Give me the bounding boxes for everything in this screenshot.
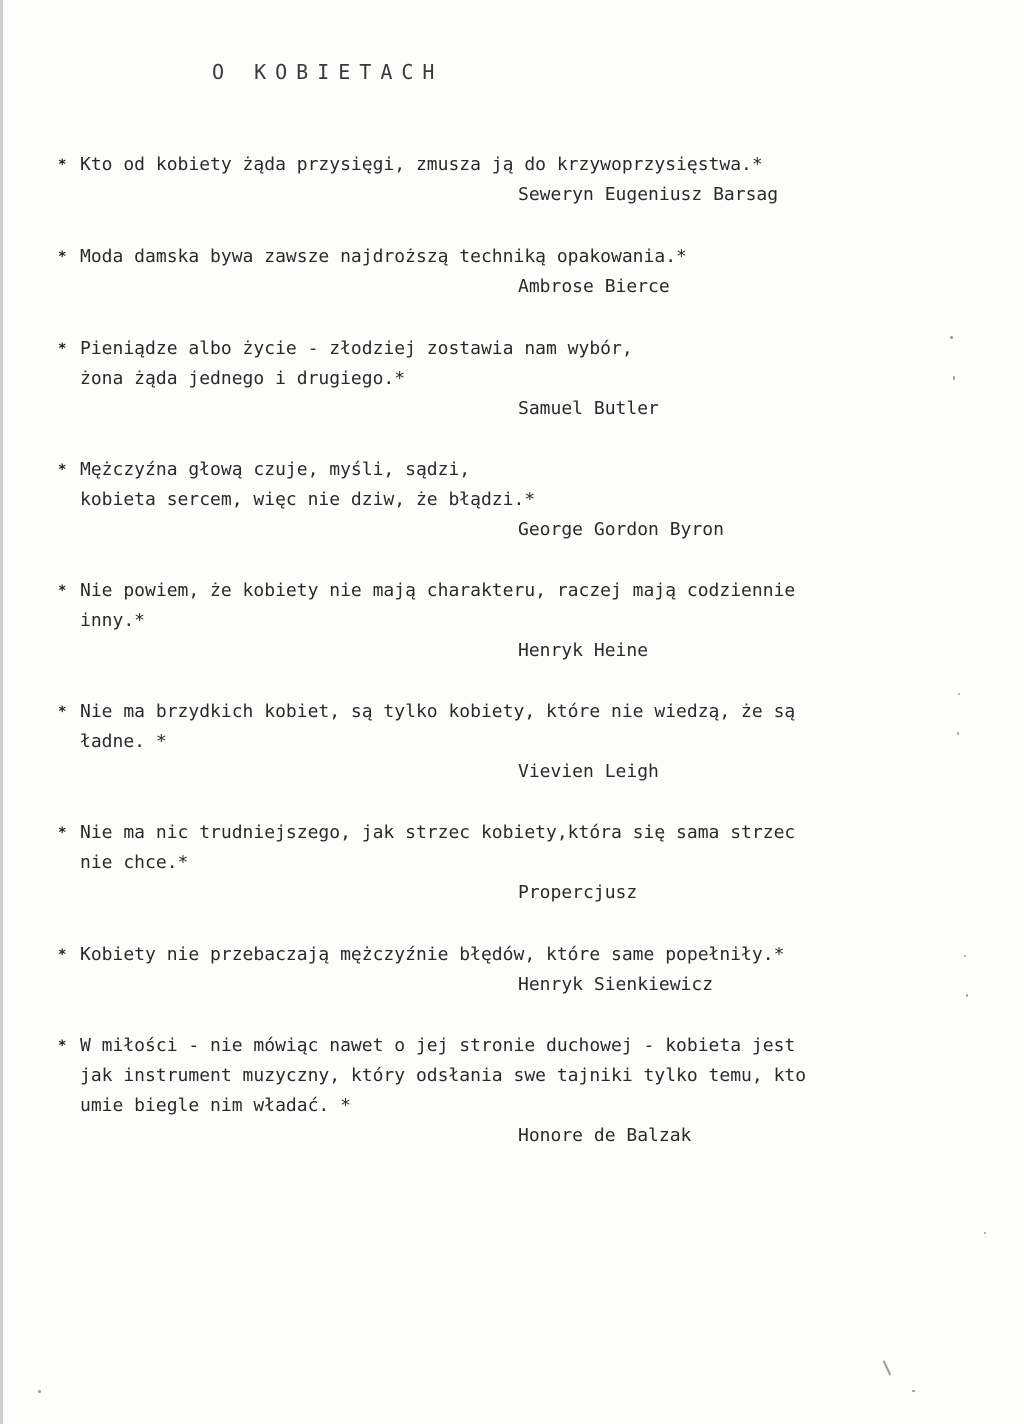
scan-speck xyxy=(966,994,968,997)
page-title: O KOBIETACH xyxy=(212,60,444,84)
quote-item xyxy=(58,334,958,419)
quote-text: Pieniądze albo życie - złodziej zostawia nam wybór, xyxy=(80,338,633,359)
quote-text: Nie powiem, że kobiety nie mają charakteru, raczej mają codziennie xyxy=(80,580,796,601)
quote-author: Samuel Butler xyxy=(518,398,659,419)
quote-text: kobieta sercem, więc nie dziw, że błądzi.* xyxy=(80,489,536,510)
scan-speck xyxy=(883,1360,892,1375)
quote-text: inny.* xyxy=(80,610,146,631)
quote-item xyxy=(58,818,958,903)
quote-author: George Gordon Byron xyxy=(518,519,724,540)
bullet-marker: * xyxy=(58,825,67,841)
scan-speck xyxy=(912,1390,915,1392)
quote-text: Kobiety nie przebaczają mężczyźnie błędów, które same popełniły.* xyxy=(80,944,785,965)
quote-author: Seweryn Eugeniusz Barsag xyxy=(518,184,779,205)
quote-text: Nie ma brzydkich kobiet, są tylko kobiety, które nie wiedzą, że są xyxy=(80,701,796,722)
bullet-marker: * xyxy=(58,947,67,963)
quote-text: W miłości - nie mówiąc nawet o jej stronie duchowej - kobieta jest xyxy=(80,1035,796,1056)
scan-speck xyxy=(984,1232,986,1234)
quote-item xyxy=(58,455,958,540)
quote-author: Ambrose Bierce xyxy=(518,276,670,297)
bullet-marker: * xyxy=(58,704,67,720)
quote-text: żona żąda jednego i drugiego.* xyxy=(80,368,406,389)
quote-item xyxy=(58,242,958,297)
scan-speck xyxy=(38,1390,41,1393)
quote-text: Nie ma nic trudniejszego, jak strzec kobiety,która się sama strzec xyxy=(80,822,796,843)
scan-speck xyxy=(953,376,955,380)
quote-author: Propercjusz xyxy=(518,882,638,903)
quote-text: nie chce.* xyxy=(80,852,189,873)
quote-text: ładne. * xyxy=(80,731,167,752)
quote-item xyxy=(58,697,958,782)
quote-author: Honore de Balzak xyxy=(518,1125,692,1146)
quote-item xyxy=(58,576,958,661)
bullet-marker: * xyxy=(58,462,67,478)
quote-item xyxy=(58,150,958,205)
quote-author: Henryk Heine xyxy=(518,640,649,661)
scan-speck xyxy=(958,693,960,695)
quote-text: Moda damska bywa zawsze najdroższą techniką opakowania.* xyxy=(80,246,687,267)
bullet-marker: * xyxy=(58,1038,67,1054)
quote-author: Henryk Sienkiewicz xyxy=(518,974,714,995)
scan-speck xyxy=(957,732,959,735)
scan-speck xyxy=(964,955,966,957)
quote-text: Kto od kobiety żąda przysięgi, zmusza ją do krzywoprzysięstwa.* xyxy=(80,154,763,175)
quote-text: jak instrument muzyczny, który odsłania swe tajniki tylko temu, kto xyxy=(80,1065,807,1086)
quote-text: Mężczyźna głową czuje, myśli, sądzi, xyxy=(80,459,471,480)
quote-item xyxy=(58,940,958,995)
bullet-marker: * xyxy=(58,157,67,173)
quote-author: Vievien Leigh xyxy=(518,761,659,782)
quote-item xyxy=(58,1031,958,1146)
quote-text: umie biegle nim władać. * xyxy=(80,1095,351,1116)
bullet-marker: * xyxy=(58,249,67,265)
scan-edge xyxy=(0,0,3,1424)
bullet-marker: * xyxy=(58,583,67,599)
bullet-marker: * xyxy=(58,341,67,357)
scan-speck xyxy=(950,336,953,339)
